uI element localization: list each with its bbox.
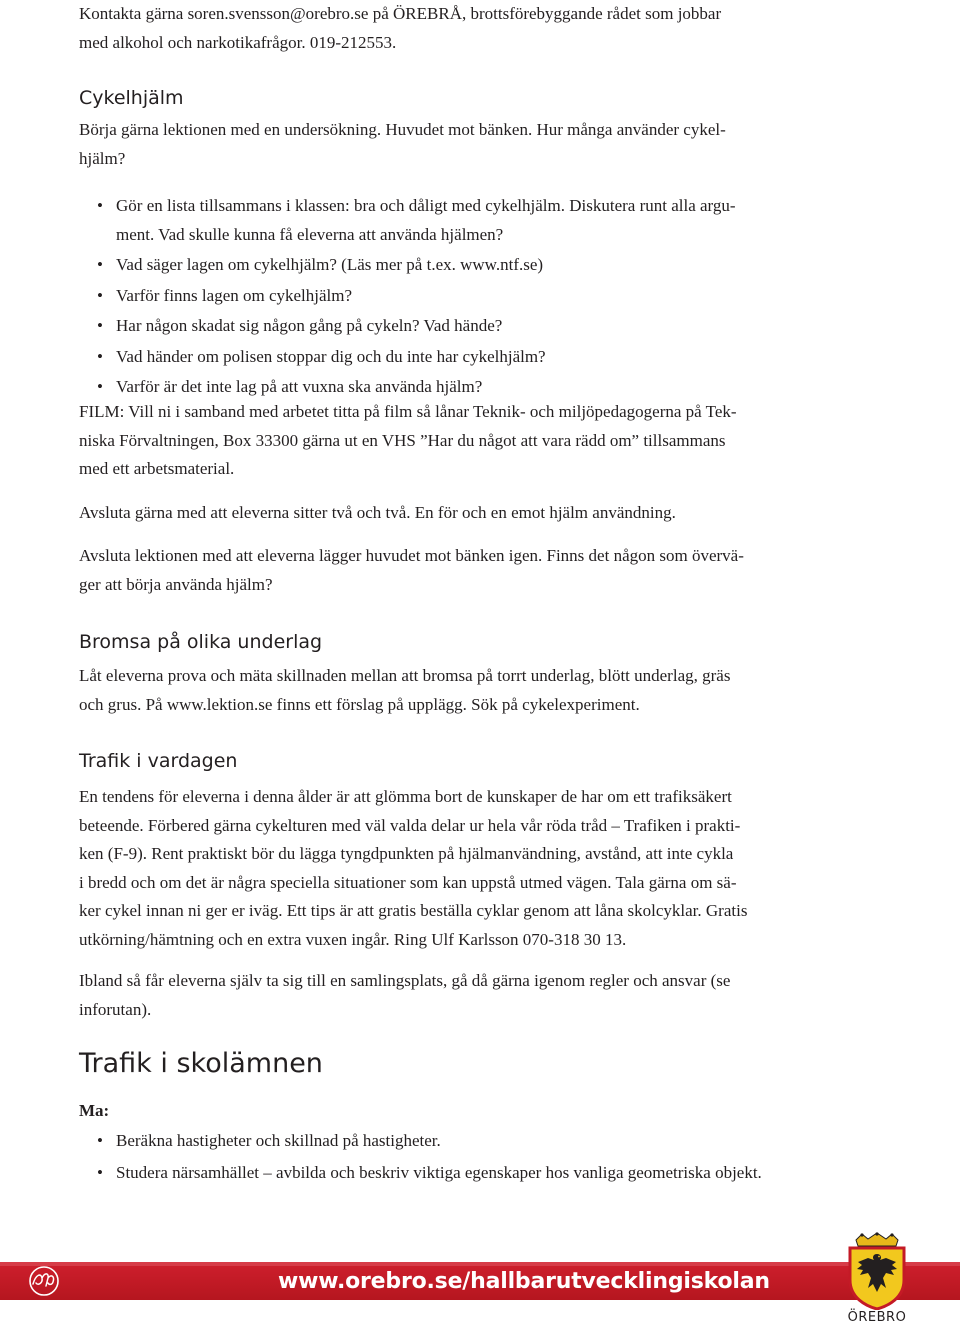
vardagen-line: inforutan). <box>79 999 152 1019</box>
list-item <box>79 1127 919 1156</box>
cykelhjalm-heading: Cykelhjälm <box>79 87 184 109</box>
list-item-line: Varför finns lagen om cykelhjälm? <box>116 285 353 305</box>
list-item <box>79 192 899 249</box>
contact-line: Kontakta gärna soren.svensson@orebro.se på ÖREBRÅ, brottsförebyggande rådet som jobbar <box>79 4 722 23</box>
film-paragraph <box>79 398 899 484</box>
list-item-line: Studera närsamhället – avbilda och beskriv viktiga egenskaper hos vanliga geometriska objekt. <box>116 1162 762 1182</box>
film-line: niska Förvaltningen, Box 33300 gärna ut en VHS ”Har du något att vara rädd om” tillsammans <box>79 430 726 450</box>
film-line: FILM: Vill ni i samband med arbetet titta på film så lånar Teknik- och miljöpedagogerna på Tek- <box>79 402 737 421</box>
bullet-icon: • <box>97 1162 103 1182</box>
avsluta-paragraph-1: Avsluta gärna med att eleverna sitter två och två. En för och en emot hjälm användning. <box>79 503 676 522</box>
vardagen-line: ken (F-9). Rent praktiskt bör du lägga tyngdpunkten på hjälmanvändning, avstånd, att inte cykla <box>79 844 734 863</box>
list-item <box>79 343 899 372</box>
avsluta-paragraph-2 <box>79 542 899 599</box>
list-item <box>79 282 899 311</box>
list-item-line: ment. Vad skulle kunna få eleverna att använda hjälmen? <box>116 224 504 244</box>
vardagen-paragraph-2 <box>79 967 899 1024</box>
list-item <box>79 251 899 280</box>
list-item-line: Har någon skadat sig någon gång på cykeln? Vad hände? <box>116 316 503 335</box>
list-item-line: Vad säger lagen om cykelhjälm? (Läs mer på t.ex. www.ntf.se) <box>116 255 544 274</box>
list-item-line: Vad händer om polisen stoppar dig och du inte har cykelhjälm? <box>116 346 546 366</box>
contact-paragraph <box>79 0 899 57</box>
crest-label: ÖREBRO <box>847 1310 907 1325</box>
list-item <box>79 312 899 341</box>
cykelhjalm-intro <box>79 116 899 173</box>
vardagen-line: i bredd och om det är några speciella situationer som kan uppstå utmed vägen. Tala gärna om sä- <box>79 872 737 892</box>
bromsa-line: Låt eleverna prova och mäta skillnaden mellan att bromsa på torrt underlag, blött underlag, gräs <box>79 666 731 685</box>
vardagen-line: En tendens för eleverna i denna ålder är att glömma bort de kunskaper de har om ett trafiksäkert <box>79 787 732 806</box>
vardagen-heading: Trafik i vardagen <box>79 750 238 772</box>
list-item-line: Beräkna hastigheter och skillnad på hastigheter. <box>116 1131 441 1150</box>
klimp-logo-icon <box>24 1264 64 1298</box>
bullet-icon: • <box>97 1131 103 1150</box>
list-item-line: Gör en lista tillsammans i klassen: bra och dåligt med cykelhjälm. Diskutera runt alla argu- <box>116 196 736 215</box>
skolamnen-heading: Trafik i skolämnen <box>79 1048 323 1079</box>
film-line: med ett arbetsmaterial. <box>79 459 235 478</box>
vardagen-paragraph-1 <box>79 783 899 954</box>
bullet-icon: • <box>97 285 103 305</box>
contact-line: med alkohol och narkotikafrågor. 019-212553. <box>79 32 397 52</box>
bullet-icon: • <box>97 196 103 215</box>
avsluta-line: Avsluta lektionen med att eleverna lägger huvudet mot bänken igen. Finns det någon som övervä- <box>79 546 744 565</box>
list-item <box>79 1159 919 1188</box>
vardagen-line: Ibland så får eleverna själv ta sig till en samlingsplats, gå då gärna igenom regler och ansvar (se <box>79 971 731 990</box>
intro-line: Börja gärna lektionen med en undersökning. Huvudet mot bänken. Hur många använder cykel- <box>79 120 726 139</box>
bromsa-heading: Bromsa på olika underlag <box>79 631 323 653</box>
ma-label: Ma: <box>79 1101 110 1120</box>
bromsa-paragraph <box>79 662 899 719</box>
footer-url-link[interactable]: www.orebro.se/hallbarutvecklingiskolan <box>278 1269 770 1294</box>
intro-line: hjälm? <box>79 148 126 168</box>
bromsa-line: och grus. På www.lektion.se finns ett förslag på upplägg. Sök på cykelexperiment. <box>79 694 640 714</box>
orebro-crest-icon <box>838 1232 916 1310</box>
vardagen-line: beteende. Förbered gärna cykelturen med väl valda delar ur hela vår röda tråd – Trafiken i prakti- <box>79 815 741 835</box>
vardagen-line: utkörning/hämtning och en extra vuxen ingår. Ring Ulf Karlsson 070-318 30 13. <box>79 929 627 949</box>
cykelhjalm-bullet-list <box>79 192 899 402</box>
bullet-icon: • <box>97 316 103 335</box>
list-item-line: Varför är det inte lag på att vuxna ska använda hjälm? <box>116 377 483 396</box>
bullet-icon: • <box>97 346 103 366</box>
bullet-icon: • <box>97 255 103 274</box>
vardagen-line: ker cykel innan ni ger er iväg. Ett tips är att gratis beställa cyklar genom att låna skolcyklar. Gratis <box>79 901 748 920</box>
avsluta-line: ger att börja använda hjälm? <box>79 574 273 594</box>
bullet-icon: • <box>97 377 103 396</box>
skolamnen-bullet-list <box>79 1127 919 1187</box>
